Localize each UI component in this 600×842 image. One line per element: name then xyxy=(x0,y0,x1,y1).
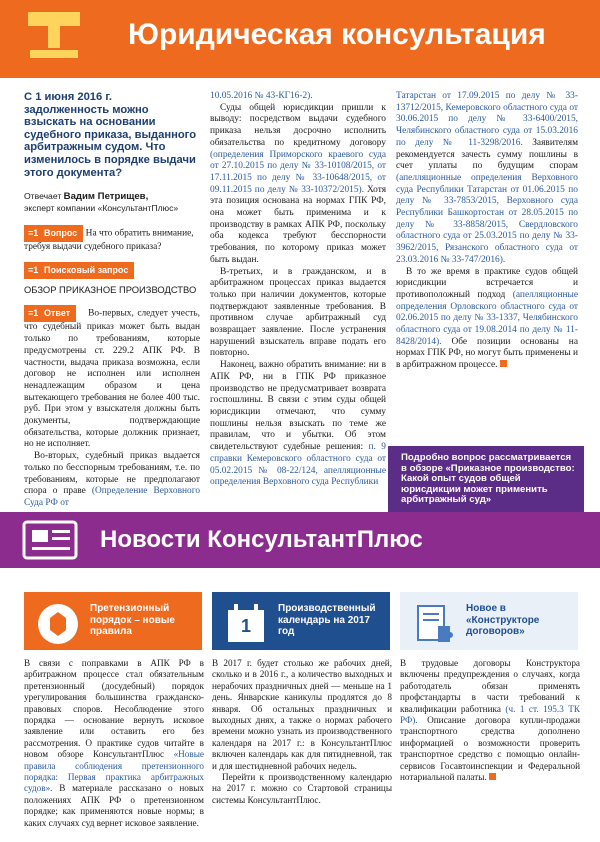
article-column-2: 10.05.2016 № 43-КГ16-2). Суды общей юрисдикции пришли к выводу: посредством выдачи судебного приказа нельзя досрочно исполнить обязательства по кредитному договору (определения Приморского краевого суда от 27.10.2015 по делу № 33-10108/2015, от 17.11.2015 по делу № 33-10648/2015, от 09.11.2015 по делу № 33-10372/2015). Хотя эта позиция основана на нормах ГПК РФ, она может быть применима и к производству в рамках АПК РФ, поскольку оба кодекса требуют бесспорности требования, по которому приказ может быть выдан. В-третьих, и в гражданском, и в арбитражном процессах приказ выдается только при наличии документов, которые подтверждают заявленные требования. В противном случае арбитражный суд возвращает заявление. После устранения нарушений взыскатель вправе подать его повторно. Наконец, важно обратить внимание: ни в АПК РФ, ни в ГПК РФ приказное производство не предусматривает возврата госпошлины. В связи с этим суды общей юрисдикции отмечают, что сумму пошлины нельзя взыскать по теме же правилам, что и убытки. Об этом свидетельствуют судебные решения: п. 9 справки Кемеровского областного суда от 05.02.2015 № 08-22/124, апелляционные определения Верховного суда Республики xyxy=(210,91,387,488)
news-card-calendar[interactable]: 1 Производственный календарь на 2017 год xyxy=(212,592,390,650)
doc-link[interactable]: (апелляционные определения Орловского областного суда от 02.06.2015 по делу № 33-1337, Челябинского областного суда от 19.08.2014 по делу № 11-8428/2014). xyxy=(396,289,578,347)
answer-icon: =1 xyxy=(28,308,39,319)
search-icon: =1 xyxy=(28,264,39,275)
emblem-icon xyxy=(36,602,80,646)
paragraph: В-третьих, и в гражданском, и в арбитражном процессах приказ выдается только при наличии документов, которые подтверждают заявленные требования. В противном случае арбитражный суд возвращает заявление. После устранения нарушений взыскатель вправе подать его повторно. xyxy=(210,266,386,359)
author-name: Вадим Петрищев, xyxy=(63,191,149,203)
answer-block xyxy=(24,305,200,509)
end-mark-icon xyxy=(489,773,496,780)
answer-paragraph-2: Во-вторых, судебный приказ выдается только по бесспорным требованиям, т.е. по требованиям, которые не предполагают спора о праве xyxy=(24,451,200,497)
page-title: Юридическая консультация xyxy=(128,18,546,51)
doc-link[interactable]: 10.05.2016 № 43-КГ16-2). xyxy=(210,91,313,101)
news-title: Новости КонсультантПлюс xyxy=(100,526,423,553)
doc-link[interactable]: «Новые правила соблюдения претензионного порядка: Первая практика арбитражных судов». xyxy=(24,749,204,794)
doc-link[interactable]: (определения Приморского краевого суда от 27.10.2015 по делу № 33-10108/2015, от 17.11.2015 по делу № 33-10648/2015, от 09.11.2015 по делу № 33-10372/2015). xyxy=(210,149,386,195)
document-puzzle-icon xyxy=(412,602,456,646)
calendar-day: 1 xyxy=(240,616,251,636)
article-column-3: Татарстан от 17.09.2015 по делу № 33-13712/2015, Кемеровского областного суда от 30.06.2015 по делу № 33-6400/2015, Челябинского областного суда от 15.03.2016 по делу № 11-3298/2016. Заявителям рекомендуется зачесть сумму пошлины в счет уплаты по будущим спорам (апелляционные определения Верховного суда Республики Татарстан от 01.06.2015 по делу № 33-7853/2015, Верховного суда Республики Башкортостан от 28.05.2015 по делу № 33-8858/2015, Свердловского областного суда от 25.03.2015 по делу № 33-3962/2015, Рязанского областного суда от 23.03.2016 № 33-747/2016). В то же время в практике судов общей юрисдикции встречается и противоположный подход (апелляционные определения Орловского областного суда от 02.06.2015 по делу № 33-1337, Челябинского областного суда от 19.08.2014 по делу № 11-8428/2014). Обе позиции основаны на нормах ГПК РФ, но могут быть применены и в арбитражном процессе. xyxy=(396,91,579,371)
doc-link[interactable]: п. 9 справки Кемеровского областного суда от 05.02.2015 № 08-22/124, апелляционные определения Верховного суда Республики xyxy=(210,442,386,488)
news-card-constructor[interactable]: Новое в «Конструкторе договоров» xyxy=(400,592,578,650)
related-review-text: Подробно вопрос рассматривается в обзоре «Приказное производство: Какой опыт судов общей юрисдикции может применить арбитражный суд» xyxy=(401,452,575,506)
news-icon xyxy=(22,520,78,560)
author-role: эксперт компании «КонсультантПлюс» xyxy=(24,202,179,213)
doc-link[interactable]: (Определение Верховного Суда РФ от xyxy=(24,486,201,508)
news-column-3: В трудовые договоры Конструктора включены предупреждения о случаях, когда работодатель обязан применять профстандарты в части требований к квалификации работника (ч. 1 ст. 195.3 ТК РФ). Описание договора купли-продажи транспортного средства дополнено информацией о возможности проверить транспортное средство с помощью онлайн-сервисов Госавтоинспекции и Федеральной нотариальной палаты. xyxy=(400,658,581,783)
doc-link[interactable]: (ч. 1 ст. 195.3 ТК РФ). xyxy=(400,703,581,726)
search-query: ОБЗОР ПРИКАЗНОЕ ПРОИЗВОДСТВО xyxy=(24,283,197,295)
answer-badge: =1 Ответ xyxy=(24,305,76,322)
question-text: На что обратить внимание, требуя выдачи судебного приказа? xyxy=(24,228,194,253)
search-badge: =1 Поисковый запрос xyxy=(24,262,134,279)
section-header-legal xyxy=(0,0,600,78)
section-header-news xyxy=(0,512,600,568)
search-block xyxy=(24,262,200,296)
question-icon: =1 xyxy=(28,228,39,239)
end-mark-icon xyxy=(500,360,507,367)
doc-link[interactable]: Татарстан от 17.09.2015 по делу № 33-13712/2015, Кемеровского областного суда от 30.06.2015 по делу № 33-6400/2015, Челябинского областного суда от 15.03.2016 по делу № 11-3298/2016. xyxy=(396,91,578,148)
question-badge: =1 Вопрос xyxy=(24,225,83,242)
news-column-2: В 2017 г. будет столько же рабочих дней, сколько и в 2016 г., а количество выходных и нерабочих праздничных дней — меньше на 1 день. Январские каникулы продлятся до 8 января. Об остальных праздничных и выходных днях, а также о нормах рабочего времени можно узнать из производственного календаря на 2017 г.: в КонсультантПлюс включен календарь как для пятидневной, так и для шестидневной рабочих недель. Перейти к производственному календарю на 2017 г. можно со Стартовой страницы системы КонсультантПлюс. xyxy=(212,658,392,805)
news-column-1: В связи с поправками в АПК РФ в арбитражном процессе стал обязательным претензионный (досудебный) порядок урегулирования большинства гражданско-правовых споров. Несоблюдение этого порядка — основание вернуть исковое заявление или оставить его без рассмотрения. О практике судов читайте в новом обзоре КонсультантПлюс «Новые правила соблюдения претензионного порядка: Первая практика арбитражных судов». В материале рассказано о новых положениях АПК РФ о претензионном порядке; как применяются новые нормы; в каких случаях суд вернет исковое заявление. xyxy=(24,658,204,828)
article-lead: С 1 июня 2016 г. задолженность можно взыскать на основании судебного приказа, выданного арбитражным судом. Что изменилось в порядке выдачи этого документа? xyxy=(24,91,197,179)
article-column-1 xyxy=(24,91,200,510)
author-line: Отвечает Вадим Петрищев, эксперт компании «КонсультантПлюс» xyxy=(24,191,179,213)
answer-paragraph-1: Во-первых, следует учесть, что судебный приказ может быть выдан только по требованиям, которые предусмотрены ст. 229.2 АПК РФ. В частности, выдача приказа возможна, если договор не исполнен или исполнен ненадлежащим образом и цена вытекающего требования не более 400 тыс. руб. При этом у взыскателя должны быть документы, подтверждающие обязательства, которые должник признает, но не исполняет. xyxy=(24,309,200,450)
news-card-claims[interactable]: Претензионный порядок – новые правила xyxy=(24,592,202,650)
doc-link[interactable]: (апелляционные определения Верховного суда Республики Татарстан от 01.06.2015 по делу № 33-7853/2015, Верховного суда Республики Башкортостан от 28.05.2015 по делу № 33-8858/2015, Свердловского областного суда от 25.03.2015 по делу № 33-3962/2015, Рязанского областного суда от 23.03.2016 № 33-747/2016). xyxy=(396,172,578,265)
question-block xyxy=(24,225,200,254)
gavel-icon xyxy=(22,8,84,64)
